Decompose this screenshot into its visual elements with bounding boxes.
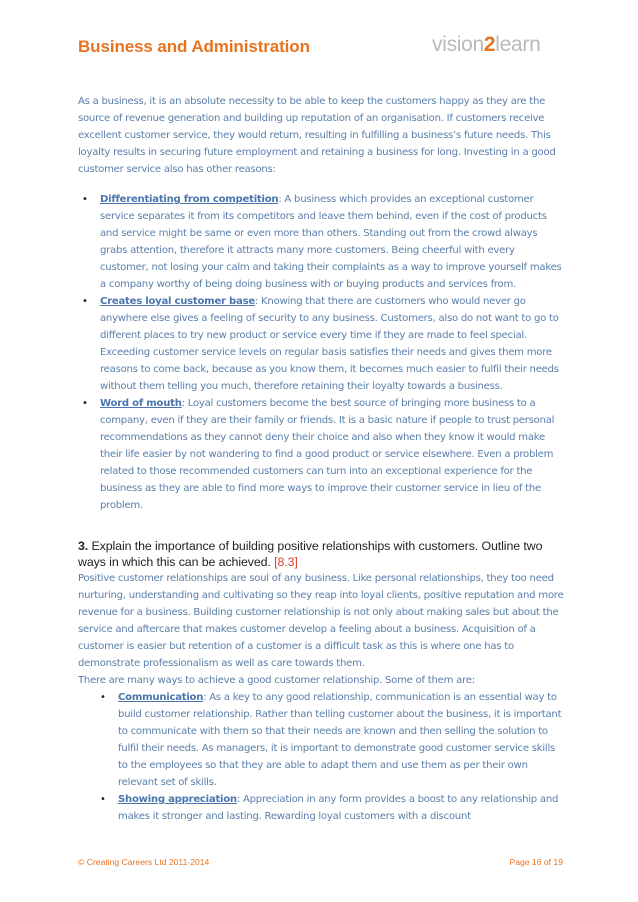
list-item-text: : Loyal customers become the best source of bringing more business to a company, even if they are their family or friends. It is a basic nature if people to trust personal recommendations as they cannot deny their choice and also when they know it would make their life easier by not wandering to find a good product or service elsewhere. Even a problem related to those recommended customers can turn into an exceptional experience for the business as they are able to find more ways to improve their customer service in lieu of the problem.: [100, 398, 555, 511]
list-item: [96, 689, 564, 791]
footer-page-number: Page 16 of 19: [509, 857, 563, 867]
term-heading: Word of mouth: [100, 398, 182, 409]
answer-paragraph: Positive customer relationships are soul of any business. Like personal relationships, they too need nurturing, understanding and cultivating so they reap into loyal clients, positive reputation and more revenue for a business. Building customer relationship is not only about making sales but about the service and aftercare that makes customer develop a feeling about a business. Acquisition of a customer is easier but retention of a customer is a difficult task as this is where one has to demonstrate professionalism as well as care towards them.: [78, 573, 564, 669]
list-item-text: : Knowing that there are customers who would never go anywhere else gives a feeling of security to any business. Customers, also do not want to go to different places to try new product or service every time if they are made to feel special. Exceeding customer service levels on regular basis satisfies their needs and gives them more reasons to come back, because as you know them, it becomes much easier to fulfil their needs without them telling you much, therefore retaining their loyalty towards a business.: [100, 296, 559, 392]
list-item-text: : A business which provides an exceptional customer service separates it from its competitors and leave them behind, even if the cost of products and service might be same or even more than others. Standing out from the crowd always grabs attention, therefore it attracts many more customers. Being cheerful with every customer, not losing your calm and taking their complaints as a way to improve yourself makes a company worthy of being doing business with or buying products and services from.: [100, 194, 562, 290]
reasons-list: [78, 191, 564, 514]
list-item: [78, 293, 564, 395]
term-heading: Differentiating from competition: [100, 194, 279, 205]
question-heading: [78, 538, 564, 570]
question-reference: [8.3]: [274, 555, 298, 569]
list-item-text: : As a key to any good relationship, communication is an essential way to build customer relationship. Rather than telling customer about the business, it is important to communicate with them so that their needs are known and then selling the solution to fulfil their needs. As managers, it is important to demonstrate good customer service skills to the employees so that they are able to adapt them and use them as per their own relevant set of skills.: [118, 692, 562, 788]
vision2learn-logo: [432, 33, 540, 57]
document-title: Business and Administration: [78, 37, 310, 56]
list-item: [78, 395, 564, 514]
list-item-text: : Appreciation in any form provides a boost to any relationship and makes it stronger and lasting. Rewarding loyal customers with a discount: [118, 794, 559, 822]
intro-paragraph: As a business, it is an absolute necessity to be able to keep the customers happy as they are the source of revenue generation and building up reputation of an organisation. If customers receive excellent customer service, they would return, resulting in fulfilling a business’s future needs. This loyalty results in securing future employment and retaining a business for long. Investing in a good customer service also has other reasons:: [78, 96, 556, 175]
term-heading: Communication: [118, 692, 204, 703]
logo-text-2: 2: [483, 33, 496, 56]
ways-list: [78, 689, 564, 825]
list-item: [78, 191, 564, 293]
question-number: 3.: [78, 539, 89, 553]
logo-text-vision: vision: [432, 33, 484, 56]
term-heading: Showing appreciation: [118, 794, 237, 805]
page-content: [78, 93, 564, 825]
answer-lead: There are many ways to achieve a good customer relationship. Some of them are:: [78, 675, 475, 686]
logo-text-learn: learn: [495, 33, 541, 56]
footer-copyright: © Creating Careers Ltd 2011-2014: [78, 857, 210, 867]
question-text: Explain the importance of building positive relationships with customers. Outline two ways in which this can be achieved.: [78, 539, 543, 569]
list-item: [96, 791, 564, 825]
term-heading: Creates loyal customer base: [100, 296, 255, 307]
